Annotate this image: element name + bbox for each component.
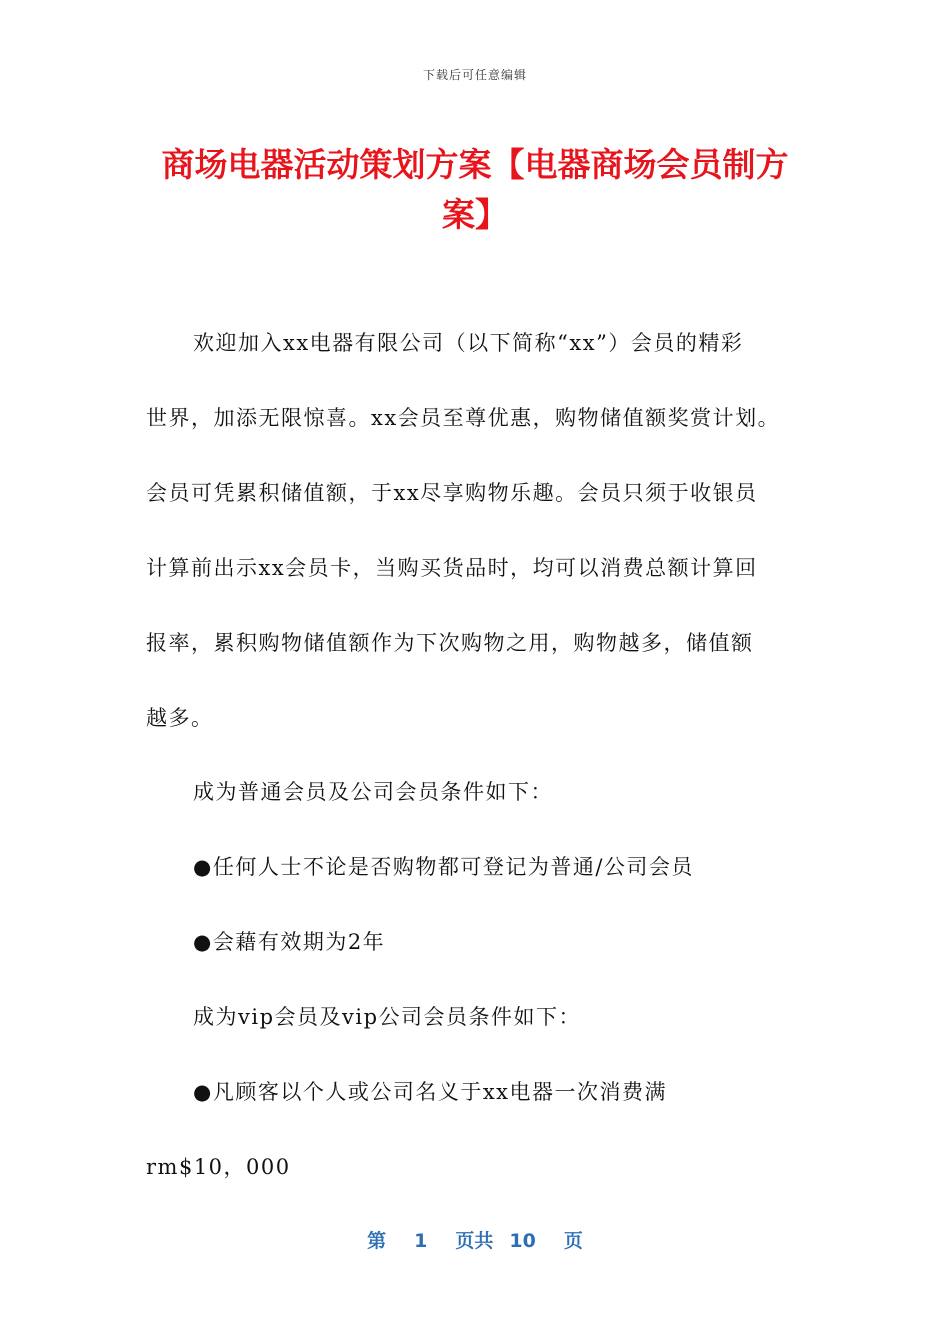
- bullet-item: ●会藉有效期为2年: [193, 930, 386, 954]
- page-middle: 页共: [455, 1230, 494, 1252]
- paragraph-membership-conditions: 成为普通会员及公司会员条件如下：: [193, 780, 553, 804]
- paragraph-line: 欢迎加入xx电器有限公司（以下简称“xx”）会员的精彩: [193, 331, 744, 355]
- page-suffix: 页: [563, 1230, 583, 1252]
- bullet-item: ●任何人士不论是否购物都可登记为普通/公司会员: [193, 855, 694, 879]
- paragraph-line: 报率，累积购物储值额作为下次购物之用，购物越多，储值额: [146, 631, 754, 655]
- document-title: [140, 140, 810, 240]
- page-number: 1: [414, 1230, 428, 1252]
- paragraph-amount: rm$10，000: [146, 1155, 291, 1179]
- paragraph-line: 越多。: [146, 706, 214, 730]
- page-prefix: 第: [367, 1230, 387, 1252]
- title-line-2: 案】: [442, 195, 508, 234]
- paragraph-vip-conditions: 成为vip会员及vip公司会员条件如下：: [193, 1005, 582, 1029]
- paragraph-line: 会员可凭累积储值额，于xx尽享购物乐趣。会员只须于收银员: [146, 481, 758, 505]
- header-note: 下载后可任意编辑: [422, 68, 527, 82]
- page-total: 10: [509, 1230, 536, 1252]
- paragraph-line: 世界，加添无限惊喜。xx会员至尊优惠，购物储值额奖赏计划。: [146, 406, 781, 430]
- title-line-1: 商场电器活动策划方案【电器商场会员制方: [161, 145, 789, 184]
- bullet-item: ●凡顾客以个人或公司名义于xx电器一次消费满: [193, 1080, 668, 1104]
- paragraph-line: 计算前出示xx会员卡，当购买货品时，均可以消费总额计算回: [146, 556, 758, 580]
- page-footer: [0, 1226, 950, 1253]
